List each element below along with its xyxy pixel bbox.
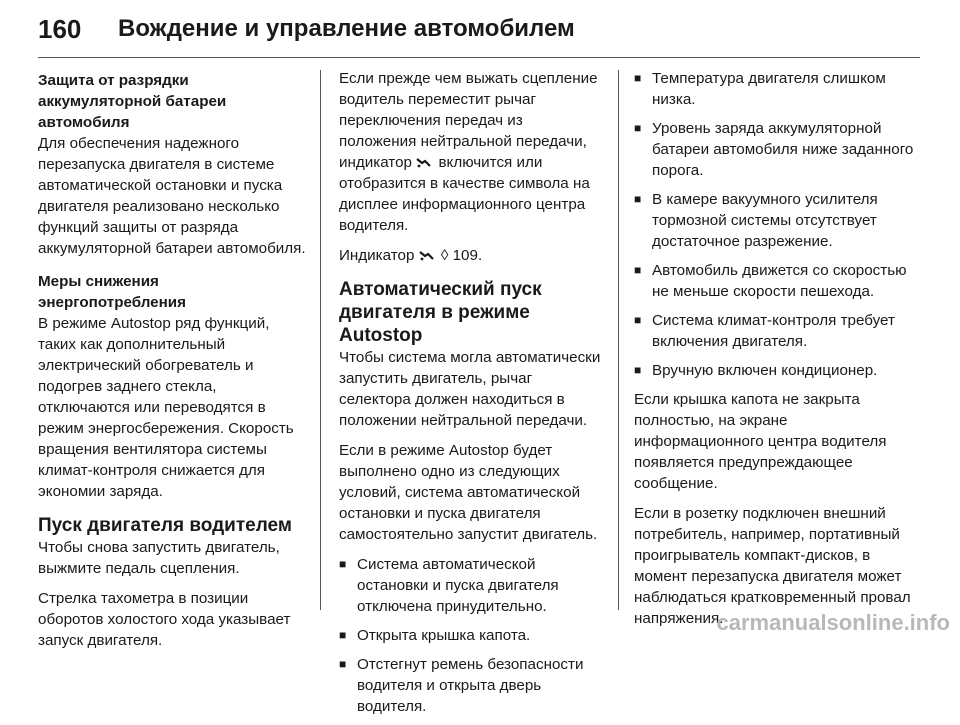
battery-protection-heading: Защита от разрядки аккумуляторной батареи автомобиля [38, 72, 227, 131]
indicator-label: Индикатор [339, 247, 415, 264]
gear-shift-text-a: Если прежде чем выжать сцепление водитель переместит рычаг переключения передач из положения нейтральной передачи, индикатор [339, 70, 598, 171]
list-item: ■ Автомобиль движется со скоростью не меньше скорости пешехода. [634, 260, 916, 302]
column-divider-2 [618, 70, 619, 610]
auto-start-text-2: Если в режиме Autostop будет выполнено одно из следующих условий, система автоматической остановки и пуска двигателя самостоятельно запустит двигатель. [339, 442, 598, 543]
column-2 [339, 68, 601, 725]
column-divider-1 [320, 70, 321, 610]
list-item: ■ В камере вакуумного усилителя тормозной системы отсутствует достаточное разрежение. [634, 189, 916, 252]
page-reference-link[interactable]: ◊ 109. [440, 247, 483, 264]
list-item: ■ Система климат-контроля требует включения двигателя. [634, 310, 916, 352]
gear-shift-text-b: включится или отобразится в качестве символа на дисплее информационного центра водителя. [339, 154, 590, 234]
page-header [0, 0, 960, 58]
autostop-indicator-icon [419, 250, 434, 261]
auto-start-conditions-list [339, 554, 601, 717]
energy-saving-text: В режиме Autostop ряд функций, таких как дополнительный электрический обогреватель и подогрев заднего стекла, отключаются или переводятся в режим энергосбережения. Скорость вращения вентилятора системы климат-контроля снижается для экономии заряда. [38, 315, 294, 500]
header-divider [38, 57, 920, 58]
battery-protection-text: Для обеспечения надежного перезапуска двигателя в системе автоматической остановки и пуска двигателя реализовано несколько функций защиты от разряда аккумуляторной батареи автомобиля. [38, 135, 306, 257]
auto-start-heading: Автоматический пуск двигателя в режиме Autostop [339, 279, 542, 346]
driver-restart-heading: Пуск двигателя водителем [38, 515, 292, 536]
column-1 [38, 70, 306, 660]
list-item: ■ Вручную включен кондиционер. [634, 360, 916, 381]
hood-warning-text: Если крышка капота не закрыта полностью, на экране информационного центра водителя появляется предупреждающее сообщение. [634, 391, 887, 492]
energy-saving-heading: Меры снижения энергопотребления [38, 273, 186, 311]
autostop-indicator-icon [416, 157, 431, 168]
list-item: ■ Отстегнут ремень безопасности водителя и открыта дверь водителя. [339, 654, 601, 717]
list-item: ■ Температура двигателя слишком низка. [634, 68, 916, 110]
chapter-title: Вождение и управление автомобилем [118, 15, 575, 42]
gear-shift-paragraph [339, 68, 601, 236]
voltage-drop-text: Если в розетку подключен внешний потребитель, например, портативный проигрыватель компакт-дисков, в момент перезапуска двигателя может наблюдаться кратковременный провал напряжения. [634, 505, 911, 627]
site-watermark: carmanualsonline.info [716, 610, 950, 635]
list-item: ■ Система автоматической остановки и пуска двигателя отключена принудительно. [339, 554, 601, 617]
indicator-reference [339, 245, 601, 266]
list-item: ■ Уровень заряда аккумуляторной батареи автомобиля ниже заданного порога. [634, 118, 916, 181]
driver-restart-text-1: Чтобы снова запустить двигатель, выжмите педаль сцепления. [38, 539, 280, 577]
column-3 [634, 68, 916, 638]
page-number: 160 [38, 14, 82, 44]
driver-restart-text-2: Стрелка тахометра в позиции оборотов холостого хода указывает запуск двигателя. [38, 590, 291, 649]
list-item: ■ Открыта крышка капота. [339, 625, 601, 646]
auto-start-text-1: Чтобы система могла автоматически запустить двигатель, рычаг селектора должен находиться в положении нейтральной передачи. [339, 349, 601, 429]
auto-start-conditions-list-continued [634, 68, 916, 381]
